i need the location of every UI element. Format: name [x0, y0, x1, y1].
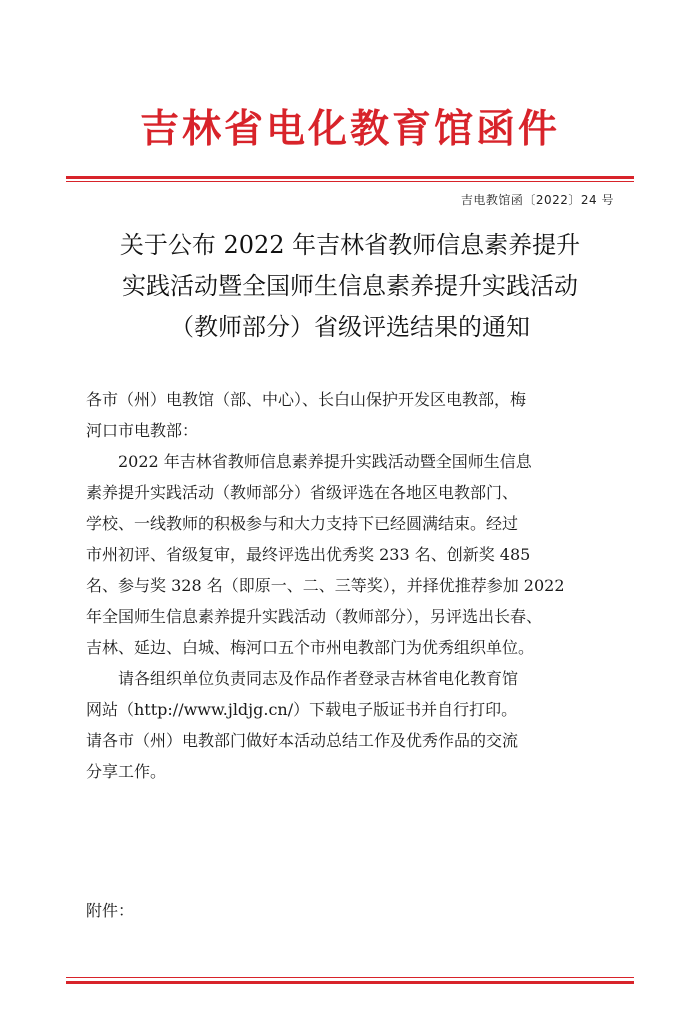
footer-rule-thick — [66, 981, 634, 984]
attachment-label: 附件： — [86, 901, 135, 920]
paragraph-line: 学校、一线教师的积极参与和大力支持下已经圆满结束。经过 — [86, 514, 519, 533]
salutation-line: 各市（州）电教馆（部、中心）、长白山保护开发区电教部，梅 — [86, 390, 527, 409]
letterhead-rule-thin — [66, 181, 634, 182]
paragraph-line: 年全国师生信息素养提升实践活动（教师部分），另评选出长春、 — [86, 607, 543, 626]
letterhead-rule-thick — [66, 176, 634, 179]
paragraph-line: 吉林、延边、白城、梅河口五个市州电教部门为优秀组织单位。 — [86, 638, 535, 657]
notice-title-line: （教师部分）省级评选结果的通知 — [170, 313, 530, 341]
paragraph-line: 网站（http://www.jldjg.cn/）下载电子版证书并自行打印。 — [86, 700, 518, 719]
letterhead-title: 吉林省电化教育馆函件 — [139, 106, 560, 152]
footer-rule-thin — [66, 977, 634, 978]
notice-title-line: 关于公布 2022 年吉林省教师信息素养提升 — [119, 231, 581, 259]
paragraph-line: 市州初评、省级复审，最终评选出优秀奖 233 名、创新奖 485 — [86, 545, 531, 564]
notice-body — [86, 384, 616, 787]
paragraph-line: 名、参与奖 328 名（即原一、二、三等奖），并择优推荐参加 2022 — [86, 576, 565, 595]
document-number: 吉电教馆函〔2022〕24 号 — [460, 193, 614, 207]
paragraph-line: 素养提升实践活动（教师部分）省级评选在各地区电教部门、 — [86, 483, 519, 502]
paragraph-line: 请各市（州）电教部门做好本活动总结工作及优秀作品的交流 — [86, 731, 519, 750]
paragraph-line: 2022 年吉林省教师信息素养提升实践活动暨全国师生信息 — [118, 452, 532, 471]
notice-title — [66, 225, 634, 348]
paragraph-line: 分享工作。 — [86, 762, 167, 781]
notice-title-line: 实践活动暨全国师生信息素养提升实践活动 — [122, 272, 578, 300]
salutation-line: 河口市电教部： — [86, 421, 199, 440]
paragraph-line: 请各组织单位负责同志及作品作者登录吉林省电化教育馆 — [118, 669, 519, 688]
